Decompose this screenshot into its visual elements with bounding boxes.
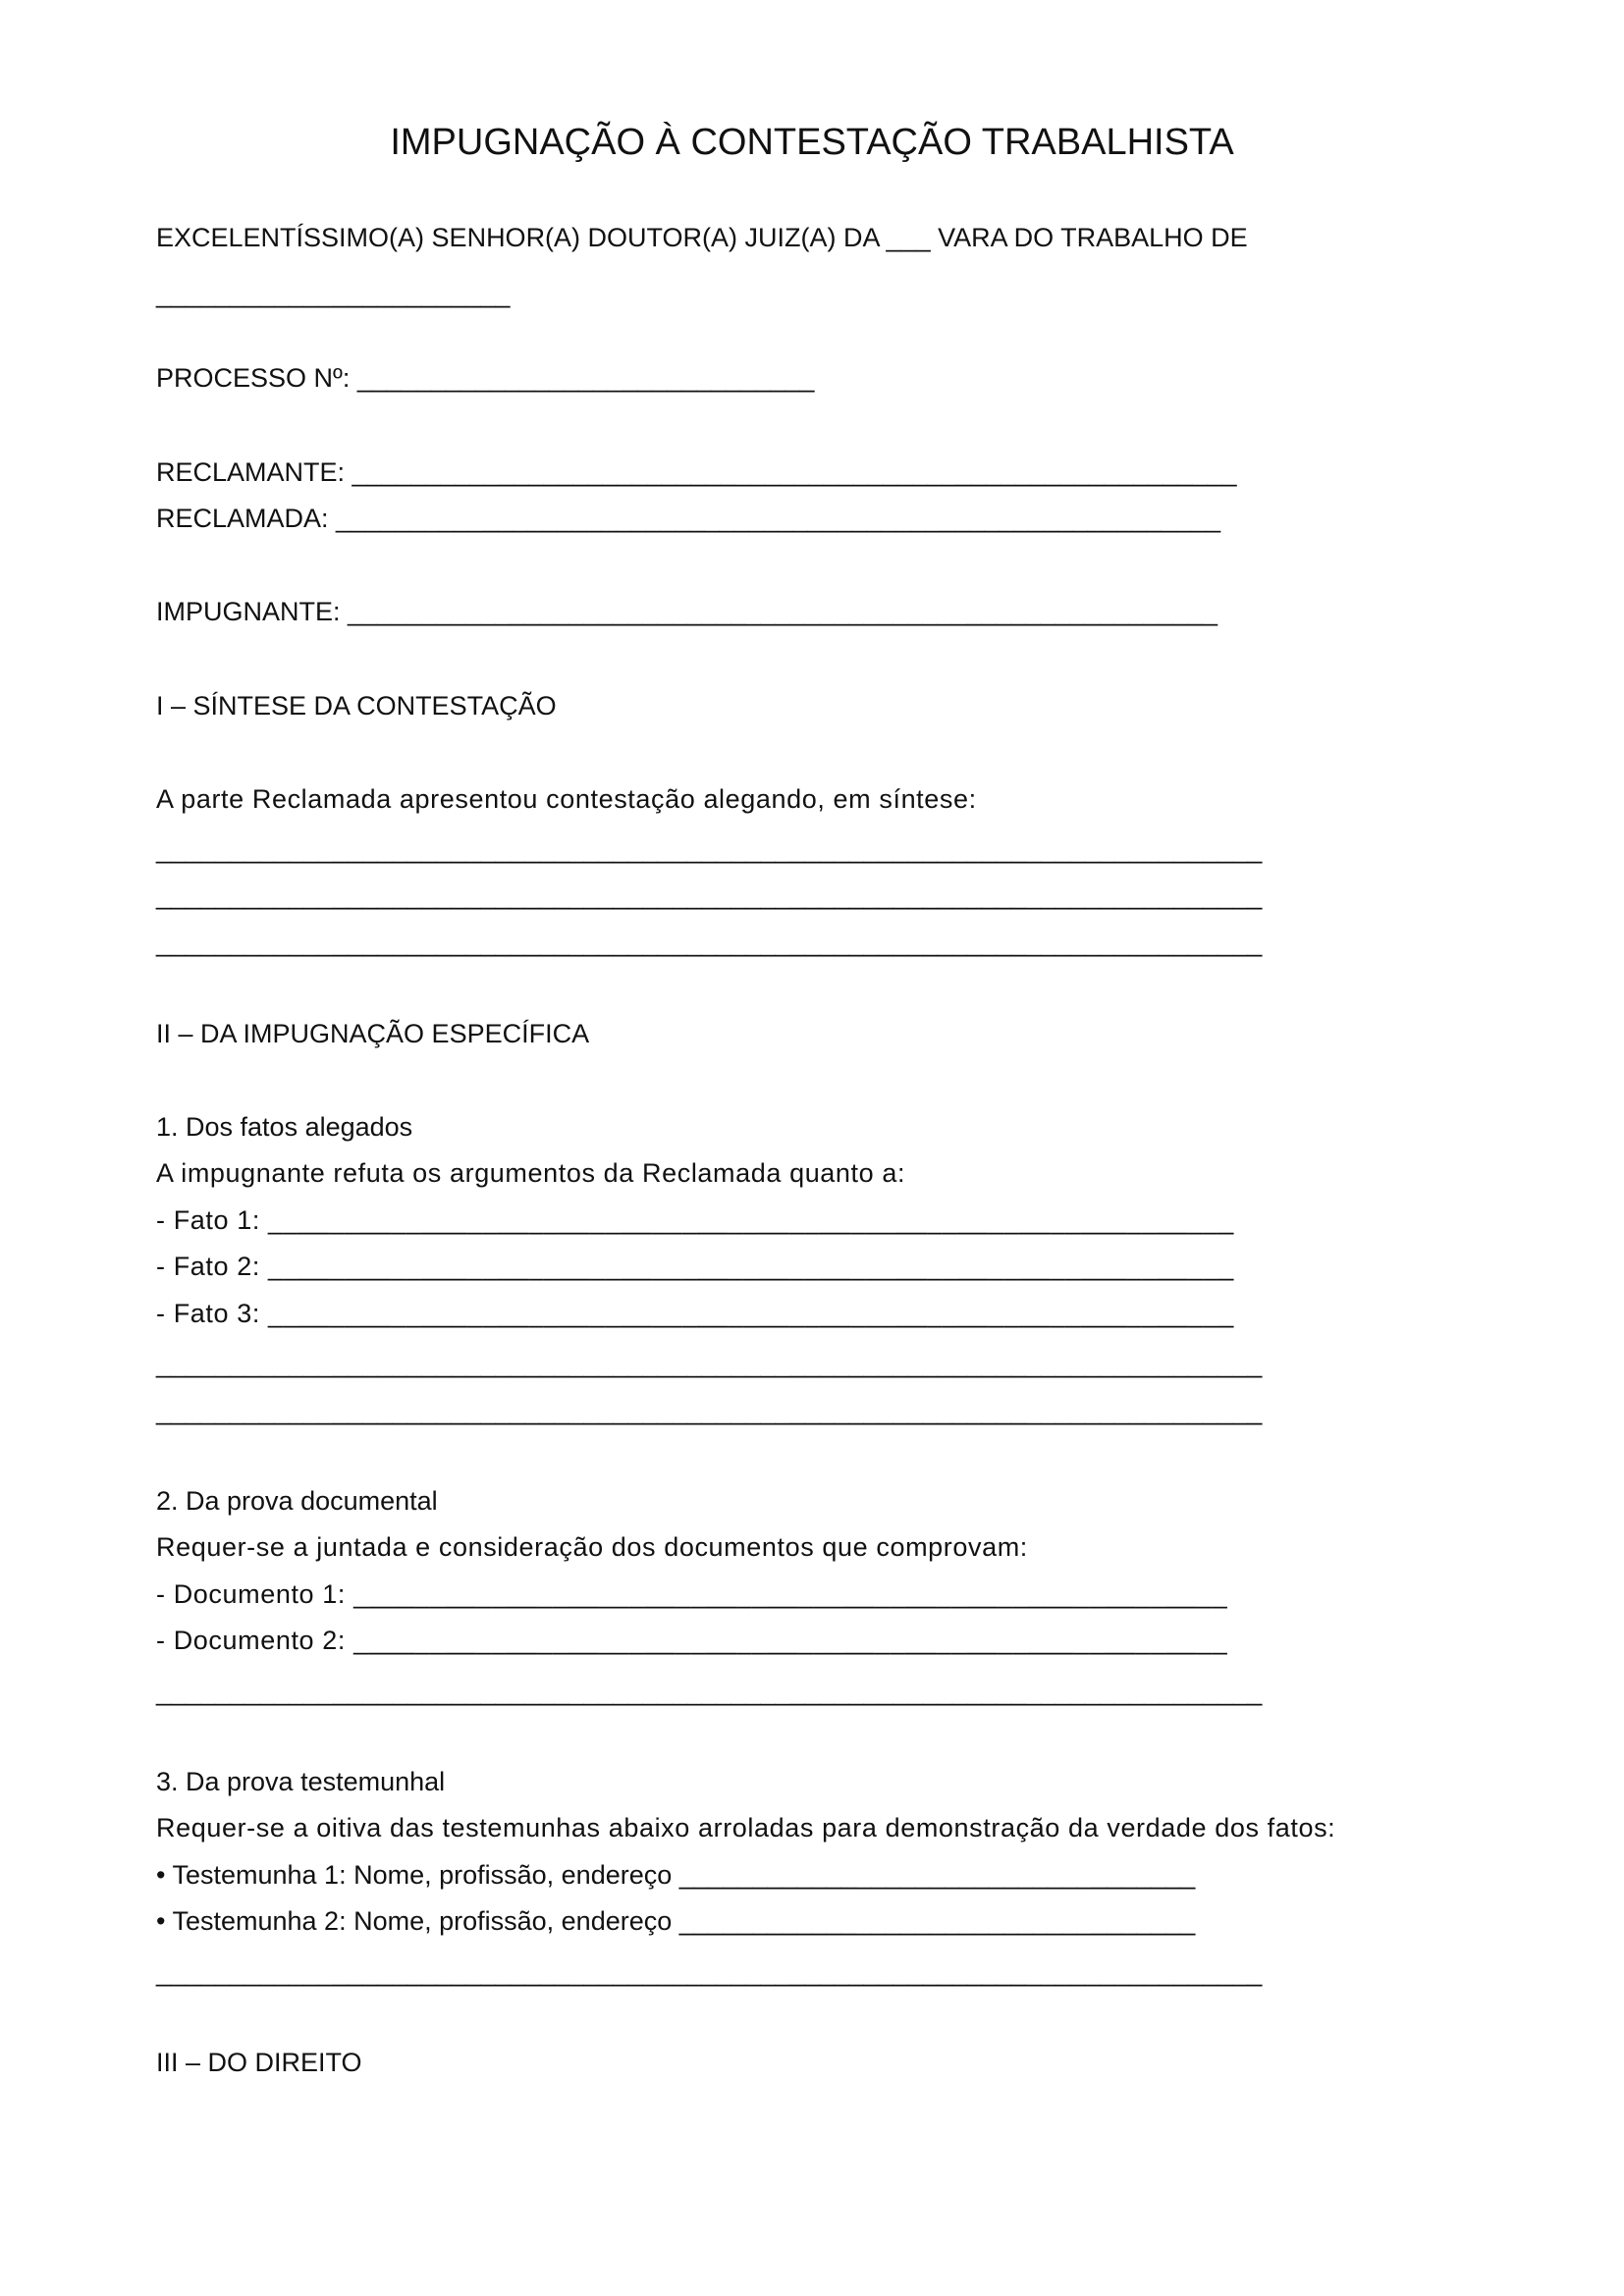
section-heading-direito: III – DO DIREITO [156,2048,362,2077]
blank-line: ___________________________________________________________________________ [156,1396,1263,1425]
section-heading-impugnacao: II – DA IMPUGNAÇÃO ESPECÍFICA [156,1019,590,1048]
processo-field: PROCESSO Nº: _______________________________ [156,363,815,393]
sintese-intro: A parte Reclamada apresentou contestação alegando, em síntese: [156,784,977,814]
blank-line: ___________________________________________________________________________ [156,834,1263,864]
blank-line: ___________________________________________________________________________ [156,1677,1263,1706]
fatos-intro: A impugnante refuta os argumentos da Reclamada quanto a: [156,1158,906,1188]
blank-line: ___________________________________________________________________________ [156,881,1263,910]
document-title: IMPUGNAÇÃO À CONTESTAÇÃO TRABALHISTA [390,122,1234,163]
section-heading-sintese: I – SÍNTESE DA CONTESTAÇÃO [156,691,557,721]
documento-item: - Documento 2: _________________________________________________________ [156,1626,1228,1655]
impugnante-field: IMPUGNANTE: ___________________________________________________________ [156,597,1218,626]
subsection-heading-testemunhal: 3. Da prova testemunhal [156,1767,446,1796]
documental-intro: Requer-se a juntada e consideração dos documentos que comprovam: [156,1532,1028,1562]
testemunhal-intro: Requer-se a oitiva das testemunhas abaixo arroladas para demonstração da verdade dos fatos: [156,1813,1336,1842]
testemunha-item: • Testemunha 2: Nome, profissão, endereço ___________________________________ [156,1906,1196,1936]
fato-item: - Fato 3: _______________________________________________________________ [156,1299,1234,1328]
blank-line: ___________________________________________________________________________ [156,1349,1263,1378]
addressee-blank-line: ________________________ [156,279,511,308]
blank-line: ___________________________________________________________________________ [156,1957,1263,1987]
fato-item: - Fato 2: _______________________________________________________________ [156,1252,1234,1281]
subsection-heading-documental: 2. Da prova documental [156,1486,438,1516]
fato-item: - Fato 1: _______________________________________________________________ [156,1205,1234,1235]
reclamante-field: RECLAMANTE: ____________________________________________________________ [156,457,1237,487]
testemunha-item: • Testemunha 1: Nome, profissão, endereço ___________________________________ [156,1860,1196,1890]
subsection-heading-fatos: 1. Dos fatos alegados [156,1112,413,1142]
blank-line: ___________________________________________________________________________ [156,928,1263,957]
reclamada-field: RECLAMADA: ____________________________________________________________ [156,504,1221,533]
documento-item: - Documento 1: _________________________________________________________ [156,1579,1228,1609]
addressee-line: EXCELENTÍSSIMO(A) SENHOR(A) DOUTOR(A) JUIZ(A) DA ___ VARA DO TRABALHO DE [156,223,1248,252]
